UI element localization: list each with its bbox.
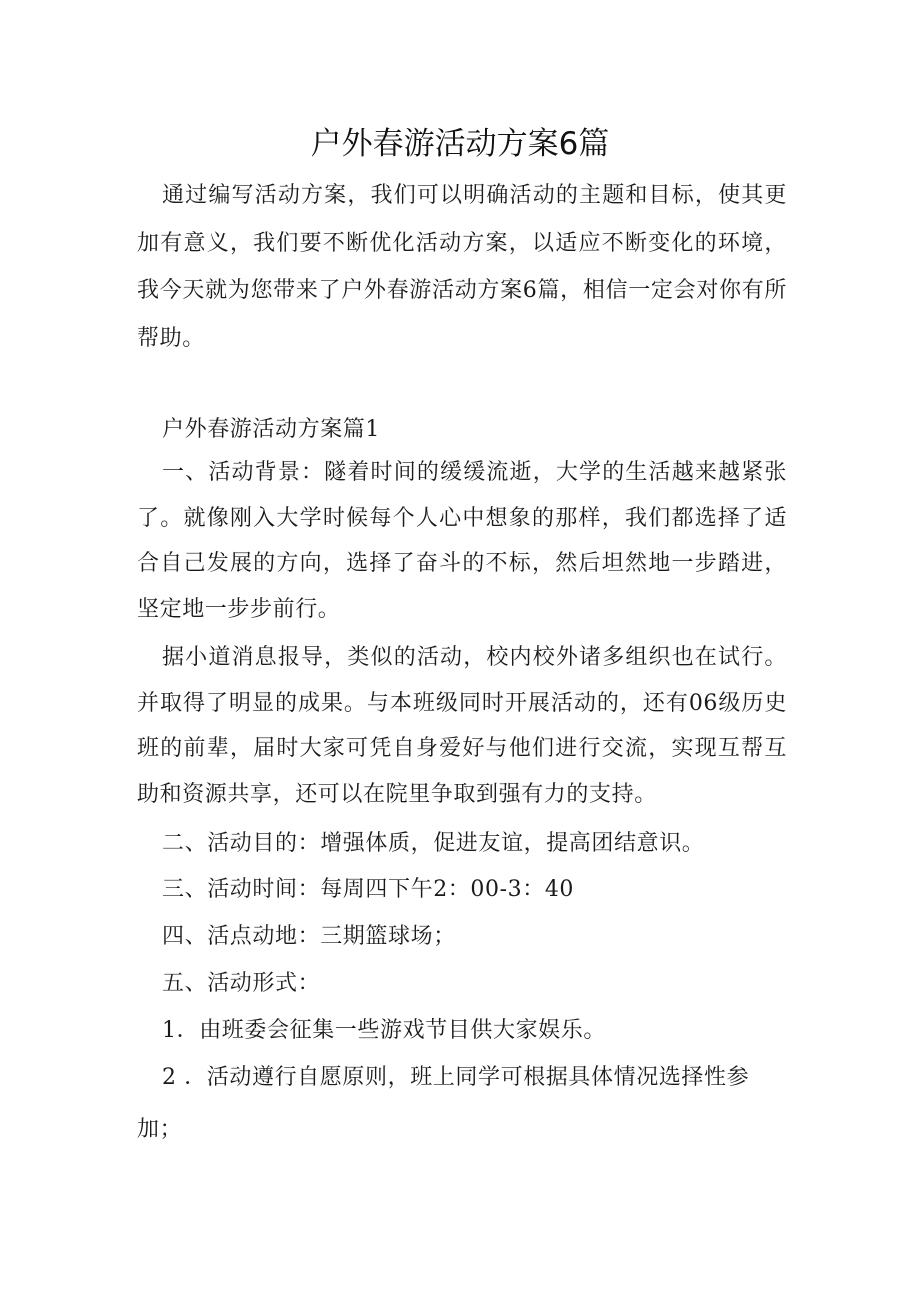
document-title: 户外春游活动方案6篇 bbox=[310, 126, 610, 162]
form-item-1: 1．由班委会征集一些游戏节目供大家娱乐。 bbox=[162, 1018, 606, 1043]
time-line: 三、活动时间：每周四下午2：00-3：40 bbox=[162, 877, 575, 902]
place-line: 四、活点动地：三期篮球场； bbox=[162, 924, 456, 949]
form-item-2-line1: 2 ．活动遵行自愿原则，班上同学可根据具体情况选择性参 bbox=[162, 1065, 750, 1090]
form-heading: 五、活动形式： bbox=[162, 971, 321, 996]
rumor-paragraph: 据小道消息报导，类似的活动，校内校外诸多组织也在试行。并取得了明显的成果。与本班级同时开展活动的，还有06级历史班的前辈，届时大家可凭自身爱好与他们进行交流，实现互帮互助和资源共享，还可以在院里争取到强有力的支持。 bbox=[137, 645, 787, 808]
form-item-2-line2: 加； bbox=[137, 1117, 183, 1142]
purpose-line: 二、活动目的：增强体质，促进友谊，提高团结意识。 bbox=[162, 831, 705, 856]
intro-paragraph: 通过编写活动方案，我们可以明确活动的主题和目标，使其更加有意义，我们要不断优化活动方案，以适应不断变化的环境，我今天就为您带来了户外春游活动方案6篇，相信一定会对你有所帮助。 bbox=[137, 183, 787, 351]
background-paragraph: 一、活动背景：隧着时间的缓缓流逝，大学的生活越来越紧张了。就像刚入大学时候每个人心中想象的那样，我们都选择了适合自己发展的方向，选择了奋斗的不标，然后坦然地一步踏进，坚定地一步步前行。 bbox=[137, 460, 787, 623]
section-heading: 户外春游活动方案篇1 bbox=[162, 417, 380, 442]
